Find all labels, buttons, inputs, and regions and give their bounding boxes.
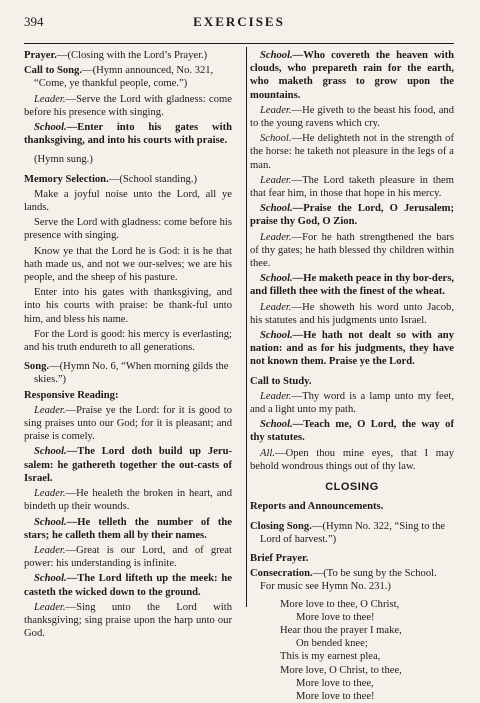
poem-line: More love to thee! bbox=[296, 611, 375, 623]
study-line-leader: Leader.—Thy word is a lamp unto my feet, and a light unto my path. bbox=[250, 390, 454, 416]
response-school: School.—Enter into his gates with thanksgiving, and into his courts with praise. bbox=[24, 122, 232, 147]
left-column bbox=[24, 49, 232, 642]
consecration-entry: Consecration.—(To be sung by the School. For music see Hymn No. 231.) bbox=[250, 568, 437, 593]
page-title: EXERCISES bbox=[193, 14, 285, 29]
reports-heading: Reports and Announcements. bbox=[250, 501, 384, 513]
closing-heading: CLOSING bbox=[325, 481, 379, 494]
page-number: 394 bbox=[24, 14, 44, 29]
memory-verse: For the Lord is good: his mercy is everlasting; and his truth endureth to all generations. bbox=[24, 328, 232, 354]
call-to-song-entry: Call to Song.—(Hymn announced, No. 321, “Come, ye thankful people, come.”) bbox=[24, 65, 214, 90]
reading-line-leader: Leader.—The Lord taketh pleasure in them that fear him, in those that hope in his mercy. bbox=[250, 174, 454, 200]
reading-line-leader: Leader.—Great is our Lord, and of great power: his understanding is infinite. bbox=[24, 544, 232, 570]
reading-line-school: School.—Praise the Lord, O Jerusalem; praise thy God, O Zion. bbox=[250, 203, 454, 228]
hymn-sung-note: (Hymn sung.) bbox=[34, 154, 93, 166]
reading-line-school: School.—He hath not dealt so with any nation: and as for his judgments, they have not known them. Praise ye the Lord. bbox=[250, 330, 454, 368]
memory-verse: Enter into his gates with thanksgiving, and into his courts with praise: be thank-ful unto him, and bless his name. bbox=[24, 287, 232, 325]
poem-line: Hear thou the prayer I make, bbox=[280, 624, 402, 636]
reading-line-leader: Leader.—Praise ye the Lord: for it is good to sing praises unto our God; for it is pleasant; and praise is comely. bbox=[24, 404, 232, 443]
study-line-all: All.—Open thou mine eyes, that I may behold wondrous things out of thy law. bbox=[250, 447, 454, 472]
poem-line: On bended knee; bbox=[296, 638, 368, 650]
poem-line: This is my earnest plea, bbox=[280, 651, 381, 663]
prayer-entry: Prayer.—(Closing with the Lord’s Prayer.) bbox=[24, 50, 208, 61]
memory-verse: Know ye that the Lord he is God: it is he that hath made us, and not we our-selves; we are his people, and the sheep of his pasture. bbox=[24, 245, 232, 284]
poem-line: More love to thee, O Christ, bbox=[280, 598, 400, 610]
reading-line-school: School.—He delighteth not in the strength of the horse: he taketh not pleasure in the legs of a man. bbox=[250, 133, 454, 171]
closing-song-entry: Closing Song.—(Hymn No. 322, “Sing to the Lord of harvest.”) bbox=[250, 520, 446, 545]
running-header bbox=[24, 14, 454, 32]
study-line-school: School.—Teach me, O Lord, the way of thy statutes. bbox=[250, 419, 454, 444]
responsive-reading-heading: Responsive Reading: bbox=[24, 389, 119, 401]
reading-line-school: School.—The Lord lifteth up the meek: he casteth the wicked down to the ground. bbox=[24, 573, 232, 598]
header-rule bbox=[24, 43, 454, 44]
reading-line-leader: Leader.—Sing unto the Lord with thanksgiving; sing praise upon the harp unto our God. bbox=[24, 601, 232, 640]
memory-verse: Serve the Lord with gladness: come before his presence with singing. bbox=[24, 217, 232, 242]
memory-selection-entry: Memory Selection.—(School standing.) bbox=[24, 173, 198, 185]
reading-line-leader: Leader.—He healeth the broken in heart, and bindeth up their wounds. bbox=[24, 488, 232, 513]
reading-line-leader: Leader.—He showeth his word unto Jacob, his statutes and his judgments unto Israel. bbox=[250, 301, 454, 326]
response-leader: Leader.—Serve the Lord with gladness: come before his presence with singing. bbox=[24, 93, 232, 118]
reading-line-school: School.—He telleth the number of the stars; he calleth them all by their names. bbox=[24, 516, 232, 541]
reading-line-school: School.—He maketh peace in thy bor-ders, and filleth thee with the finest of the wheat. bbox=[250, 273, 454, 298]
reading-line-school: School.—Who covereth the heaven with clouds, who prepareth rain for the earth, who maketh grass to grow upon the mountains. bbox=[250, 50, 454, 101]
brief-prayer-heading: Brief Prayer. bbox=[250, 552, 309, 564]
song-entry: Song.—(Hymn No. 6, “When morning gilds the skies.”) bbox=[24, 361, 229, 386]
right-column bbox=[250, 49, 454, 703]
memory-verse: Make a joyful noise unto the Lord, all ye lands. bbox=[24, 188, 232, 214]
poem-line: More love, O Christ, to thee, bbox=[280, 664, 402, 676]
reading-line-leader: Leader.—For he hath strengthened the bars of thy gates; he hath blessed thy children within thee. bbox=[250, 231, 454, 270]
reading-line-school: School.—The Lord doth build up Jeru-salem: he gathereth together the out-casts of Israel. bbox=[24, 446, 232, 484]
call-to-study-heading: Call to Study. bbox=[250, 375, 312, 387]
poem-line: More love to thee, bbox=[296, 677, 374, 689]
reading-line-leader: Leader.—He giveth to the beast his food, and to the young ravens which cry. bbox=[250, 104, 454, 130]
poem-line: More love to thee! bbox=[296, 690, 375, 702]
column-divider bbox=[246, 47, 247, 607]
consecration-poem bbox=[280, 598, 454, 703]
